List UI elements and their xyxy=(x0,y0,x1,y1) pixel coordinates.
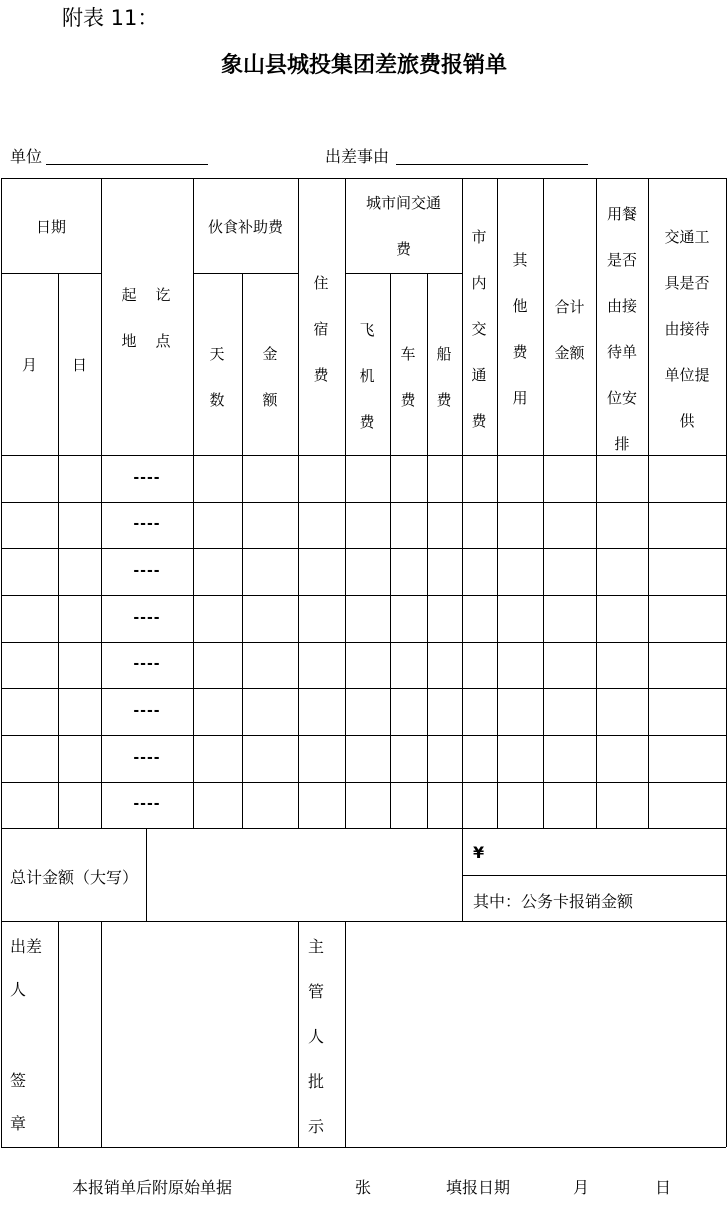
from-to-char-3: 地 xyxy=(121,332,137,350)
transport-hosted-header: 交通工 具是否 由接待 单位提 供 xyxy=(664,228,710,430)
row-8-from-to[interactable]: ---- xyxy=(133,796,161,812)
form-title: 象山县城投集团差旅费报销单 xyxy=(220,52,507,78)
card-amount-label: 其中：公务卡报销金额 xyxy=(473,892,634,911)
row-6-from-to[interactable]: ---- xyxy=(133,703,161,719)
from-to-char-2: 讫 xyxy=(155,286,171,304)
supervisor-approval-label: 主 管 人 批 示 xyxy=(308,937,325,1136)
lodging-header: 住 宿 费 xyxy=(313,274,329,384)
meal-subsidy-header: 伙食补助费 xyxy=(207,218,283,236)
yen-sign: ¥ xyxy=(473,843,485,862)
total-uppercase-label: 总计金额（大写） xyxy=(10,868,139,887)
from-to-char-1: 起 xyxy=(121,286,137,304)
footer-day: 日 xyxy=(655,1178,672,1197)
unit-label: 单位 xyxy=(10,147,43,166)
footer-sheets-unit: 张 xyxy=(355,1178,372,1197)
footer-attach-label: 本报销单后附原始单据 xyxy=(72,1178,233,1197)
row-7-from-to[interactable]: ---- xyxy=(133,750,161,766)
row-2-from-to[interactable]: ---- xyxy=(133,516,161,532)
reason-field[interactable] xyxy=(396,164,588,165)
date-header: 日期 xyxy=(35,218,66,236)
other-header: 其 他 费 用 xyxy=(512,251,528,407)
days-header: 天 数 xyxy=(209,345,225,409)
month-header: 月 xyxy=(21,356,37,374)
traveler-sign-field[interactable] xyxy=(58,921,298,1147)
from-to-char-4: 点 xyxy=(155,332,171,350)
amount-header: 金 额 xyxy=(262,345,278,409)
intercity-header-line1: 城市间交通 xyxy=(365,194,441,212)
supervisor-approval-field[interactable] xyxy=(345,921,726,1147)
row-5-from-to[interactable]: ---- xyxy=(133,656,161,672)
unit-field[interactable] xyxy=(46,164,208,165)
meal-hosted-header: 用餐 是否 由接 待单 位安 排 xyxy=(606,205,637,453)
annex-label: 附表 11： xyxy=(62,6,159,30)
day-header: 日 xyxy=(71,356,87,374)
plane-header: 飞 机 费 xyxy=(359,321,375,431)
reason-label: 出差事由 xyxy=(325,147,390,166)
row-4-from-to[interactable]: ---- xyxy=(133,610,161,626)
row-3-from-to[interactable]: ---- xyxy=(133,563,161,579)
row-1-from-to[interactable]: ---- xyxy=(133,470,161,486)
total-uppercase-field[interactable] xyxy=(146,828,462,921)
intercity-header-line2: 费 xyxy=(395,240,411,258)
ship-header: 船 费 xyxy=(436,345,452,409)
traveler-sign-label: 出差 人 签 章 xyxy=(10,937,43,1133)
car-header: 车 费 xyxy=(400,345,416,409)
footer-month: 月 xyxy=(573,1178,590,1197)
total-header: 合计 金额 xyxy=(554,298,585,362)
footer-date-label: 填报日期 xyxy=(446,1178,511,1197)
local-transport-header: 市 内 交 通 费 xyxy=(471,228,487,430)
